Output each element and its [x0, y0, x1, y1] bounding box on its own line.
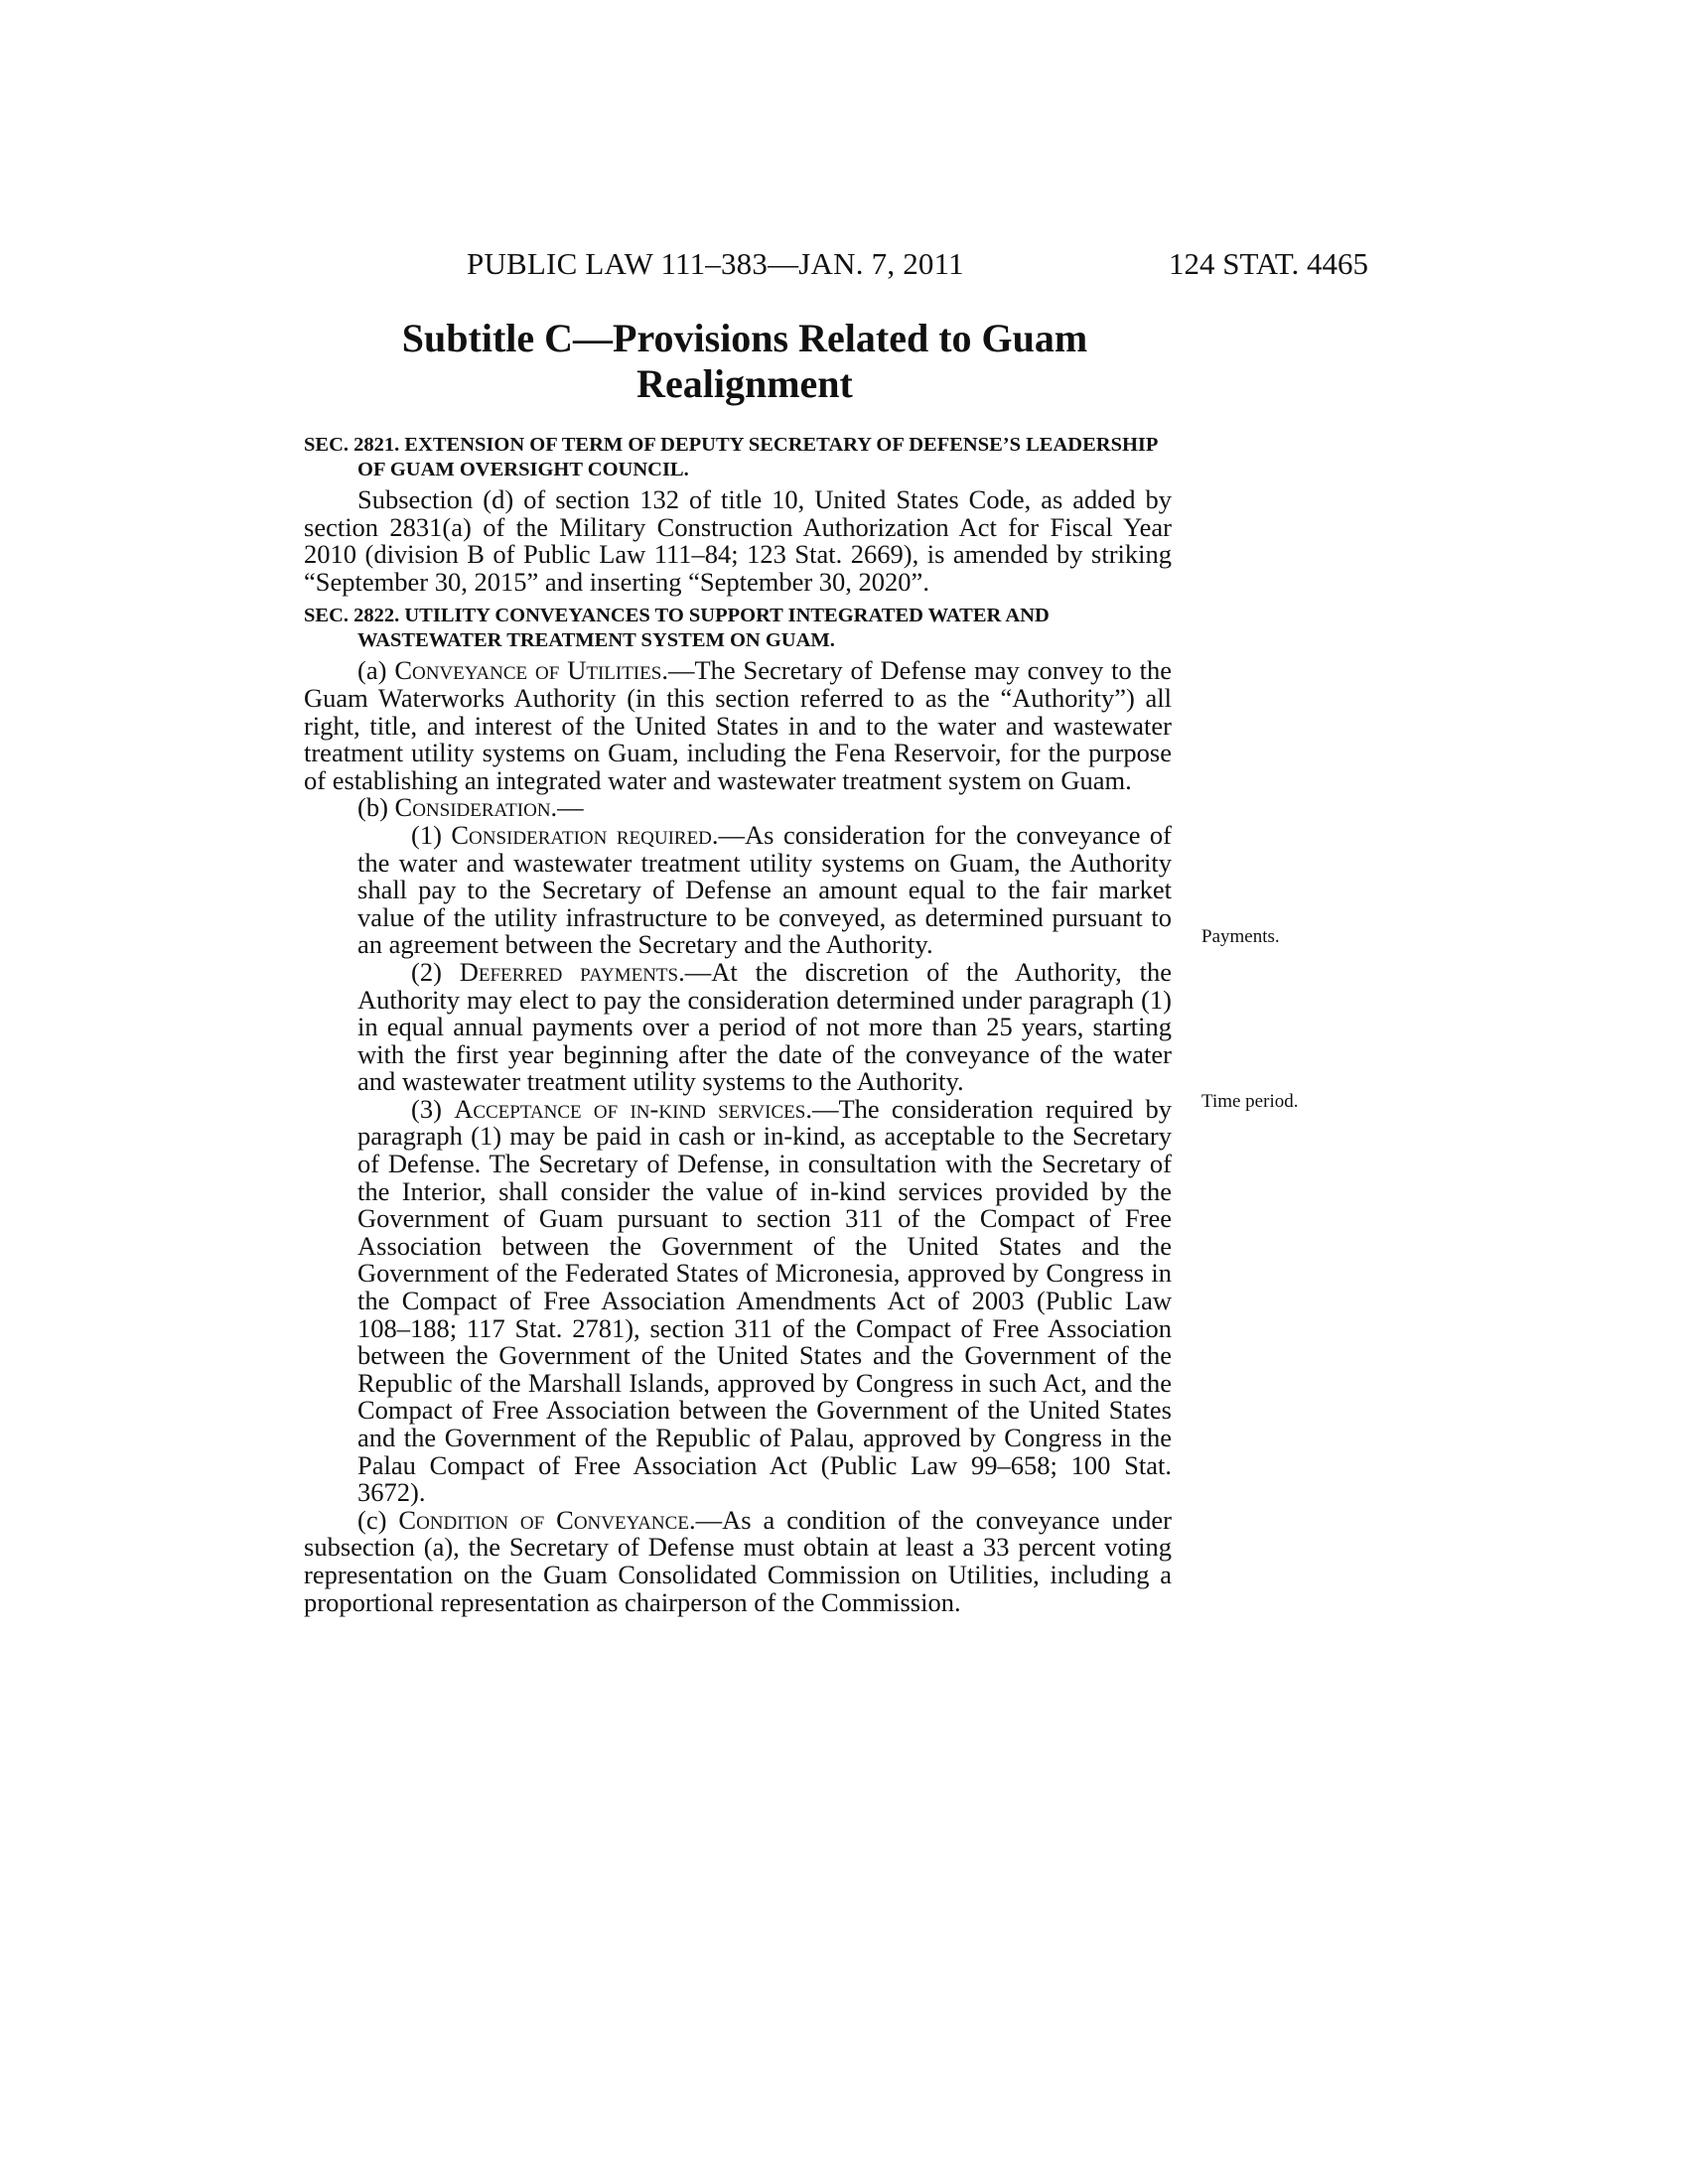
paragraph-b1-text: As consideration for the conveyance of the water and wastewater treatment utility systems on Guam, the Authority shall pay to the Secretary of Defense an amount equal to the fair market value of the utility infrastructure to be conveyed, as determined pursuant to an agreement between the Secretary and the Authority. [357, 819, 1172, 960]
statute-body [304, 433, 1172, 1616]
margin-note-payments: Payments. [1201, 926, 1280, 947]
paragraph-b1-caption: Consideration required [451, 819, 712, 850]
subsection-c-caption: Condition of Conveyance [398, 1504, 689, 1535]
paragraph-b2: (2) Deferred payments.—At the discretion of the Authority, the Authority may elect to pay the consideration determined under paragraph (1) in equal annual payments over a period of not more than 25 years, starting with the first year beginning after the date of the conveyance of the water and wastewater treatment utility systems to the Authority. [357, 956, 1172, 1097]
running-head: PUBLIC LAW 111–383—JAN. 7, 2011 [467, 246, 964, 281]
sec-2821-heading: SEC. 2821. EXTENSION OF TERM OF DEPUTY SECRETARY OF DEFENSE’S LEADERSHIP OF GUAM OVERSIGHT COUNCIL. [304, 434, 1158, 480]
subsection-c: (c) Condition of Conveyance.—As a condition of the conveyance under subsection (a), the Secretary of Defense must obtain at least a 33 percent voting representation on the Guam Consolidated Commission on Utilities, including a proportional representation as chairperson of the Commission. [304, 1504, 1172, 1617]
paragraph-b3-label: (3) [411, 1093, 442, 1124]
paragraph-b3-caption: Acceptance of in-kind services [454, 1093, 806, 1124]
sec-2822-heading: SEC. 2822. UTILITY CONVEYANCES TO SUPPORT INTEGRATED WATER AND WASTEWATER TREATMENT SYSTEM ON GUAM. [304, 605, 1050, 652]
subsection-a-text: The Secretary of Defense may convey to the Guam Waterworks Authority (in this section referred to as the “Authority”) all right, title, and interest of the United States in and to the water and wastewater treatment utility systems on Guam, including the Fena Reservoir, for the purpose of establishing an integrated water and wastewater treatment system on Guam. [304, 655, 1172, 795]
subsection-a: (a) Conveyance of Utilities.—The Secretary of Defense may convey to the Guam Waterworks Authority (in this section referred to as the “Authority”) all right, title, and interest of the United States in and to the water and wastewater treatment utility systems on Guam, including the Fena Reservoir, for the purpose of establishing an integrated water and wastewater treatment system on Guam. [304, 655, 1172, 795]
paragraph-b3: (3) Acceptance of in-kind services.—The consideration required by paragraph (1) may be paid in cash or in-kind, as acceptable to the Secretary of Defense. The Secretary of Defense, in consultation with the Secretary of the Interior, shall consider the value of in-kind services provided by the Government of Guam pursuant to section 311 of the Compact of Free Association between the Government of the United States and the Government of the Federated States of Micronesia, approved by Congress in the Compact of Free Association Amendments Act of 2003 (Public Law 108–188; 117 Stat. 2781), section 311 of the Compact of Free Association between the Government of the United States and the Government of the Republic of the Marshall Islands, approved by Congress in such Act, and the Compact of Free Association between the Government of the United States and the Government of the Republic of Palau, approved by Congress in the Palau Compact of Free Association Act (Public Law 99–658; 100 Stat. 3672). [357, 1093, 1173, 1508]
paragraph-b3-text: The consideration required by paragraph (1) may be paid in cash or in-kind, as acceptable to the Secretary of Defense. The Secretary of Defense, in consultation with the Secretary of the Interior, shall consider the value of in-kind services provided by the Government of Guam pursuant to section 311 of the Compact of Free Association between the Government of the United States and the Government of the Federated States of Micronesia, approved by Congress in the Compact of Free Association Amendments Act of 2003 (Public Law 108–188; 117 Stat. 2781), section 311 of the Compact of Free Association between the Government of the United States and the Government of the Republic of the Marshall Islands, approved by Congress in such Act, and the Compact of Free Association between the Government of the United States and the Government of the Republic of Palau, approved by Congress in the Palau Compact of Free Association Act (Public Law 99–658; 100 Stat. 3672). [357, 1093, 1173, 1508]
margin-note-time-period: Time period. [1201, 1091, 1299, 1112]
subsection-a-caption: Conveyance of Utilities [394, 655, 662, 686]
paragraph-b2-text: At the discretion of the Authority, the Authority may elect to pay the consideration determined under paragraph (1) in equal annual payments over a period of not more than 25 years, starting with the first year beginning after the date of the conveyance of the water and wastewater treatment utility systems to the Authority. [357, 956, 1172, 1097]
subsection-b-caption: Consideration [394, 792, 551, 823]
sec-2821-text: Subsection (d) of section 132 of title 10, United States Code, as added by section 2831(a) of the Military Construction Authorization Act for Fiscal Year 2010 (division B of Public Law 111–84; 123 Stat. 2669), is amended by striking “September 30, 2015” and inserting “September 30, 2020”. [304, 484, 1172, 597]
stat-page-reference: 124 STAT. 4465 [1168, 246, 1368, 281]
subsection-b-label: (b) [357, 792, 388, 823]
paragraph-b2-label: (2) [411, 956, 442, 987]
paragraph-b2-caption: Deferred payments [459, 956, 679, 987]
subsection-c-label: (c) [357, 1504, 387, 1535]
paragraph-b1: (1) Consideration required.—As consideration for the conveyance of the water and wastewater treatment utility systems on Guam, the Authority shall pay to the Secretary of Defense an amount equal to the fair market value of the utility infrastructure to be conveyed, as determined pursuant to an agreement between the Secretary and the Authority. [357, 819, 1172, 960]
subsection-b: (b) Consideration.— [357, 792, 584, 823]
subtitle-heading: Subtitle C—Provisions Related to Guam Realignment [401, 316, 1088, 406]
paragraph-b1-label: (1) [411, 819, 442, 850]
subsection-c-text: As a condition of the conveyance under subsection (a), the Secretary of Defense must obtain at least a 33 percent voting representation on the Guam Consolidated Commission on Utilities, including a proportional representation as chairperson of the Commission. [304, 1504, 1172, 1617]
subsection-a-label: (a) [357, 655, 387, 686]
